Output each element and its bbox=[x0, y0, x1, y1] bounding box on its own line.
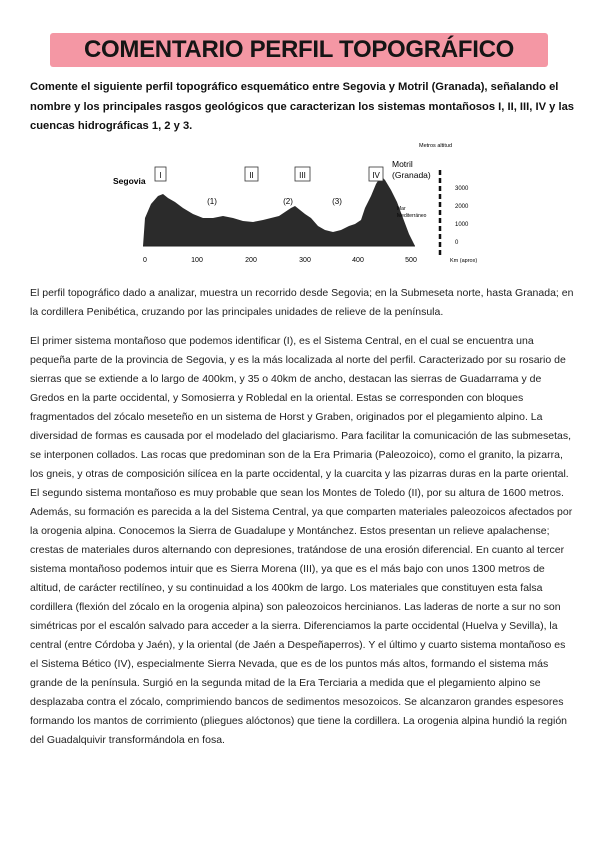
topographic-profile-figure bbox=[105, 138, 500, 273]
x-tick: 100 bbox=[191, 257, 203, 264]
x-tick: 300 bbox=[299, 257, 311, 264]
city-label-right-sub: (Granada) bbox=[392, 170, 431, 180]
x-axis-unit: Km (aprox) bbox=[450, 258, 478, 264]
x-tick: 0 bbox=[143, 257, 147, 264]
x-axis-ticks bbox=[143, 257, 417, 264]
paragraph-analysis: El primer sistema montañoso que podemos identificar (I), es el Sistema Central, en el cual se encuentra una pequeña parte de la provincia de Segovia, y es la más localizada al norte del perfil. Caracterizado por su rosario de sierras que se extiende a lo largo de 400km, y 35 o 40km de ancho, destacan las sierras de Guadarrama y de Gredos en la parte occidental, y Somosierra y Robledal en la oriental. Estas se corresponden con bloques fragmentados del zócalo meseteño en un sistema de Horst y Graben, originados por el plegamiento alpino. La diversidad de formas es causada por el modelado del glaciarismo. Para facilitar la comunicación de las submesetas, se interponen collados. Las rocas que predominan son de la Era Primaria (Paleozoico), como el granito, la pizarra, los gneis, y otras de composición silícea en la parte occidental, y la cuarcita y las pizarras duras en la parte oriental. El segundo sistema montañoso es muy probable que sean los Montes de Toledo (II), por su altura de 1600 metros. Además, su formación es parecida a la del Sistema Central, ya que comparten materiales paleozoicos afectados por la orogenia alpina. Conocemos la Sierra de Guadalupe y Montánchez. Estos presentan un relieve apalachense; crestas de materiales duros alternando con depresiones, tratándose de una erosión diferencial. En cuanto al tercer sistema montañoso podemos intuir que es Sierra Morena (III), ya que es el más bajo con unos 1300 metros de altitud, de carácter rectilíneo, y su continuidad a los 400km de largo. Los materiales que constituyen esta falsa cordillera (flexión del zócalo en la orogenia alpina) son paleozoicos hercinianos. Las laderas de norte a sur no son simétricas por el escalón salvado para acceder a la sierra. Diferenciamos la parte occidental (Huelva y Sevilla), la central (entre Córdoba y Jaén), y la oriental (de Jaén a Despeñaperros). Y el último y cuarto sistema montañoso es el Sistema Bético (IV), especialmente Sierra Nevada, que es de los puntos más altos, formando el sistema más grande de la península. Surgió en la segunda mitad de la Era Terciaria a medida que el plegamiento alpino se desplazaba contra el zócalo, comprimiendo bancos de sedimentos mesozoicos. Se alcanzaron grandes espesores formando los mantos de corrimiento (pliegues alóctonos) que tiene la cordillera. La orogenia alpina hundió la región del Guadalquivir transformándola en fosa. bbox=[30, 335, 573, 746]
altitude-label: Metros altitud bbox=[419, 143, 453, 149]
alt-tick: 3000 bbox=[455, 186, 469, 192]
sea-label: Mediterráneo bbox=[397, 213, 427, 219]
title-banner bbox=[50, 33, 548, 67]
basin-label: (3) bbox=[332, 197, 342, 206]
system-label: I bbox=[159, 171, 162, 180]
system-label: III bbox=[299, 171, 306, 180]
x-tick: 200 bbox=[245, 257, 257, 264]
sea-label: Mar bbox=[397, 206, 406, 212]
alt-tick: 2000 bbox=[455, 204, 469, 210]
exercise-prompt: Comente el siguiente perfil topográfico esquemático entre Segovia y Motril (Granada), señalando el nombre y los principales rasgos geológicos que caracterizan los sistemas montañosos I, II, III, IV y las cuencas hidrográficas 1, 2 y 3. bbox=[30, 81, 575, 132]
page-title: COMENTARIO PERFIL TOPOGRÁFICO bbox=[84, 36, 514, 63]
alt-tick: 0 bbox=[455, 240, 459, 246]
basin-label: (2) bbox=[283, 197, 293, 206]
terrain-profile bbox=[143, 176, 415, 246]
city-label-left: Segovia bbox=[113, 176, 146, 186]
basin-label: (1) bbox=[207, 197, 217, 206]
topographic-profile-diagram bbox=[105, 138, 500, 273]
alt-tick: 1000 bbox=[455, 222, 469, 228]
paragraph-intro: El perfil topográfico dado a analizar, muestra un recorrido desde Segovia; en la Submeseta norte, hasta Granada; en la cordillera Penibética, cruzando por las principales unidades de relieve de la península. bbox=[30, 287, 574, 318]
system-label: IV bbox=[372, 171, 380, 180]
city-label-right: Motril bbox=[392, 159, 413, 169]
x-tick: 400 bbox=[352, 257, 364, 264]
x-tick: 500 bbox=[405, 257, 417, 264]
system-label: II bbox=[249, 171, 254, 180]
